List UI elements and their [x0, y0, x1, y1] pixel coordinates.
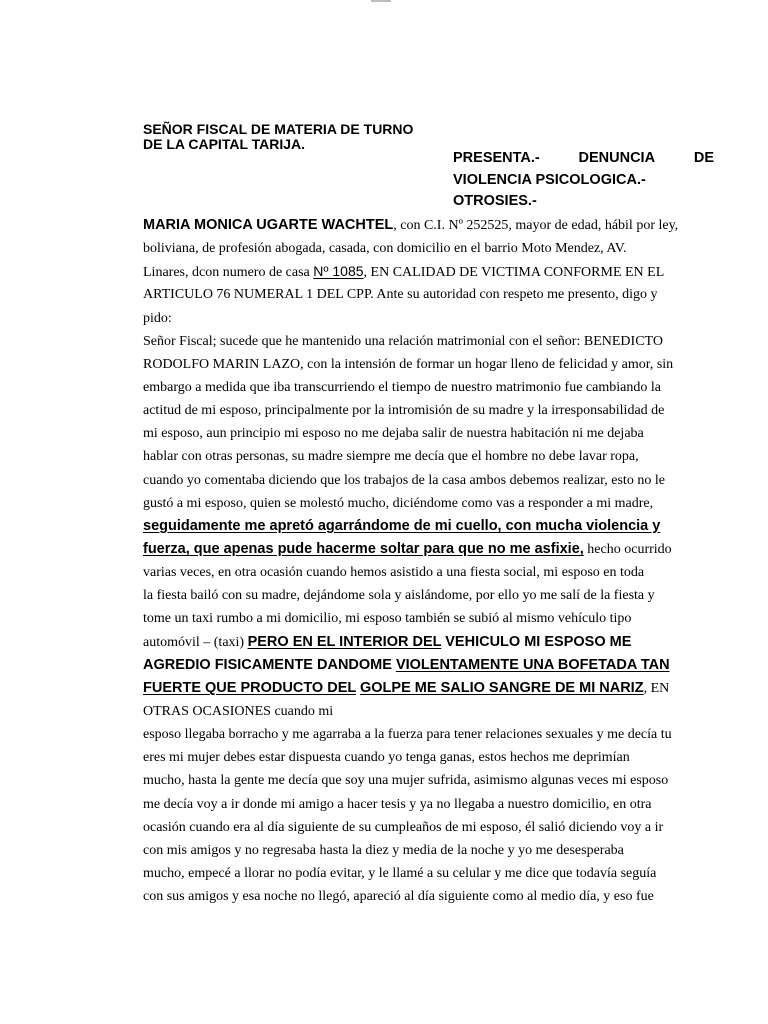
body-text: mucho, empecé a llorar no podía evitar, y le llamé a su celular y me dice que todavía seguía	[143, 865, 657, 881]
body-line	[143, 283, 714, 306]
body-line	[143, 260, 714, 283]
body-text: con mis amigos y no regresaba hasta la diez y media de la noche y yo me desesperaba	[143, 842, 624, 858]
body-line	[143, 214, 714, 237]
body-line	[143, 422, 714, 445]
body-text: tome un taxi rumbo a mi domicilio, mi esposo también se subió al mismo vehículo tipo	[143, 611, 632, 627]
body-line	[143, 237, 714, 260]
body-text: cuando yo comentaba diciendo que los trabajos de la casa ambos debemos realizar, esto no le	[143, 472, 665, 488]
body-text: actitud de mi esposo, principalmente por la intromisión de su madre y la irresponsabilidad de	[143, 403, 665, 419]
body-text: mi esposo, aun principio mi esposo no me dejaba salir de nuestra habitación ni me dejaba	[143, 426, 644, 442]
body-line	[143, 353, 714, 376]
body-text: pido:	[143, 310, 172, 326]
body-text: me decía voy a ir donde mi amigo a hacer tesis y ya no llegaba a nuestro domicilio, en otra	[143, 796, 652, 812]
body-line	[143, 816, 714, 839]
body-line	[143, 330, 714, 353]
presenta-block	[453, 148, 714, 213]
house-number: Nº 1085	[313, 263, 364, 280]
addressee-line-2: DE LA CAPITAL TARIJA.	[143, 136, 306, 152]
presenta-line-1	[453, 148, 714, 170]
addressee-line-1: SEÑOR FISCAL DE MATERIA DE TURNO	[143, 121, 414, 137]
body-line	[143, 584, 714, 607]
page-top-marker	[371, 0, 391, 2]
body-text: Linares, dcon numero de casa	[143, 265, 314, 281]
body-line	[143, 307, 714, 330]
presenta-word-1: PRESENTA.-	[453, 150, 540, 166]
addressee-block	[143, 122, 463, 152]
body-text: automóvil – (taxi)	[143, 634, 248, 650]
body-line	[143, 376, 714, 399]
body-line	[143, 538, 714, 561]
body-line	[143, 607, 714, 630]
emphasized-text: FUERTE QUE PRODUCTO DEL	[143, 679, 356, 696]
body-line	[143, 885, 714, 908]
body-line	[143, 839, 714, 862]
body-text: hablar con otras personas, su madre siempre me decía que el hombre no debe lavar ropa,	[143, 449, 639, 465]
body-text: ARTICULO 76 NUMERAL 1 DEL CPP. Ante su autoridad con respeto me presento, digo y	[143, 287, 658, 303]
body-line	[143, 561, 714, 584]
body-text: , con C.I. Nº 252525, mayor de edad, hábil por ley,	[393, 218, 679, 233]
emphasized-text: fuerza, que apenas pude hacerme soltar para que no me asfixie,	[143, 540, 584, 557]
body-text: la fiesta bailó con su madre, dejándome sola y aislándome, por ello yo me salí de la fiesta y	[143, 588, 655, 604]
body-text: boliviana, de profesión abogada, casada, con domicilio en el barrio Moto Mendez, AV.	[143, 241, 627, 257]
body-line	[143, 469, 714, 492]
body-text: RODOLFO MARIN LAZO, con la intensión de formar un hogar lleno de felicidad y amor, sin	[143, 356, 674, 372]
presenta-word-2: DENUNCIA	[578, 150, 656, 166]
body-line	[143, 445, 714, 468]
body-line	[143, 793, 714, 816]
body-text: hecho ocurrido	[583, 541, 672, 557]
complaint-body	[143, 214, 714, 908]
body-text: esposo llegaba borracho y me agarraba a la fuerza para tener relaciones sexuales y me decía tu	[143, 727, 672, 743]
emphasized-text: seguidamente me apretó agarrándome de mi cuello, con mucha violencia y	[143, 517, 661, 534]
emphasized-text: PERO EN EL INTERIOR DEL	[247, 633, 442, 650]
body-text: varias veces, en otra ocasión cuando hemos asistido a una fiesta social, mi esposo en toda	[143, 565, 645, 581]
presenta-word-3: DE	[693, 150, 714, 166]
presenta-line-2: VIOLENCIA PSICOLOGICA.-	[453, 171, 646, 188]
body-line	[143, 631, 714, 654]
body-line	[143, 515, 714, 538]
body-line	[143, 677, 714, 700]
body-line	[143, 746, 714, 769]
emphasized-text: VEHICULO MI ESPOSO ME	[441, 633, 632, 650]
body-text: mucho, hasta la gente me decía que soy una mujer sufrida, asimismo algunas veces mi esposo	[143, 773, 669, 789]
body-text: gustó a mi esposo, quien se molestó mucho, diciéndome como vas a responder a mi madre,	[143, 495, 654, 511]
body-text: , EN CALIDAD DE VICTIMA CONFORME EN EL	[363, 265, 665, 281]
emphasized-text: VIOLENTAMENTE UNA BOFETADA TAN	[395, 656, 670, 673]
body-line	[143, 654, 714, 677]
body-text: eres mi mujer debes estar dispuesta cuando yo tenga ganas, estos hechos me deprimían	[143, 750, 630, 766]
body-line	[143, 492, 714, 515]
complainant-name: MARIA MONICA UGARTE WACHTEL	[143, 217, 394, 233]
emphasized-text: AGREDIO FISICAMENTE DANDOME	[143, 656, 396, 673]
presenta-line-3: OTROSIES.-	[453, 193, 537, 209]
body-text: , EN	[643, 680, 670, 696]
body-text: Señor Fiscal; sucede que he mantenido una relación matrimonial con el señor: BENEDICTO	[143, 333, 663, 349]
body-line	[143, 769, 714, 792]
body-text: OTRAS OCASIONES cuando mi	[143, 703, 334, 719]
body-line	[143, 399, 714, 422]
body-line	[143, 723, 714, 746]
body-text: ocasión cuando era al día siguiente de su cumpleaños de mi esposo, él salió diciendo voy a ir	[143, 819, 664, 835]
body-text: con sus amigos y esa noche no llegó, apareció al día siguiente como al medio día, y eso fue	[143, 889, 654, 905]
body-line	[143, 862, 714, 885]
emphasized-text: GOLPE ME SALIO SANGRE DE MI NARIZ	[360, 679, 644, 696]
body-text: embargo a medida que iba transcurriendo el tiempo de nuestro matrimonio fue cambiando la	[143, 379, 661, 395]
body-line	[143, 700, 714, 723]
